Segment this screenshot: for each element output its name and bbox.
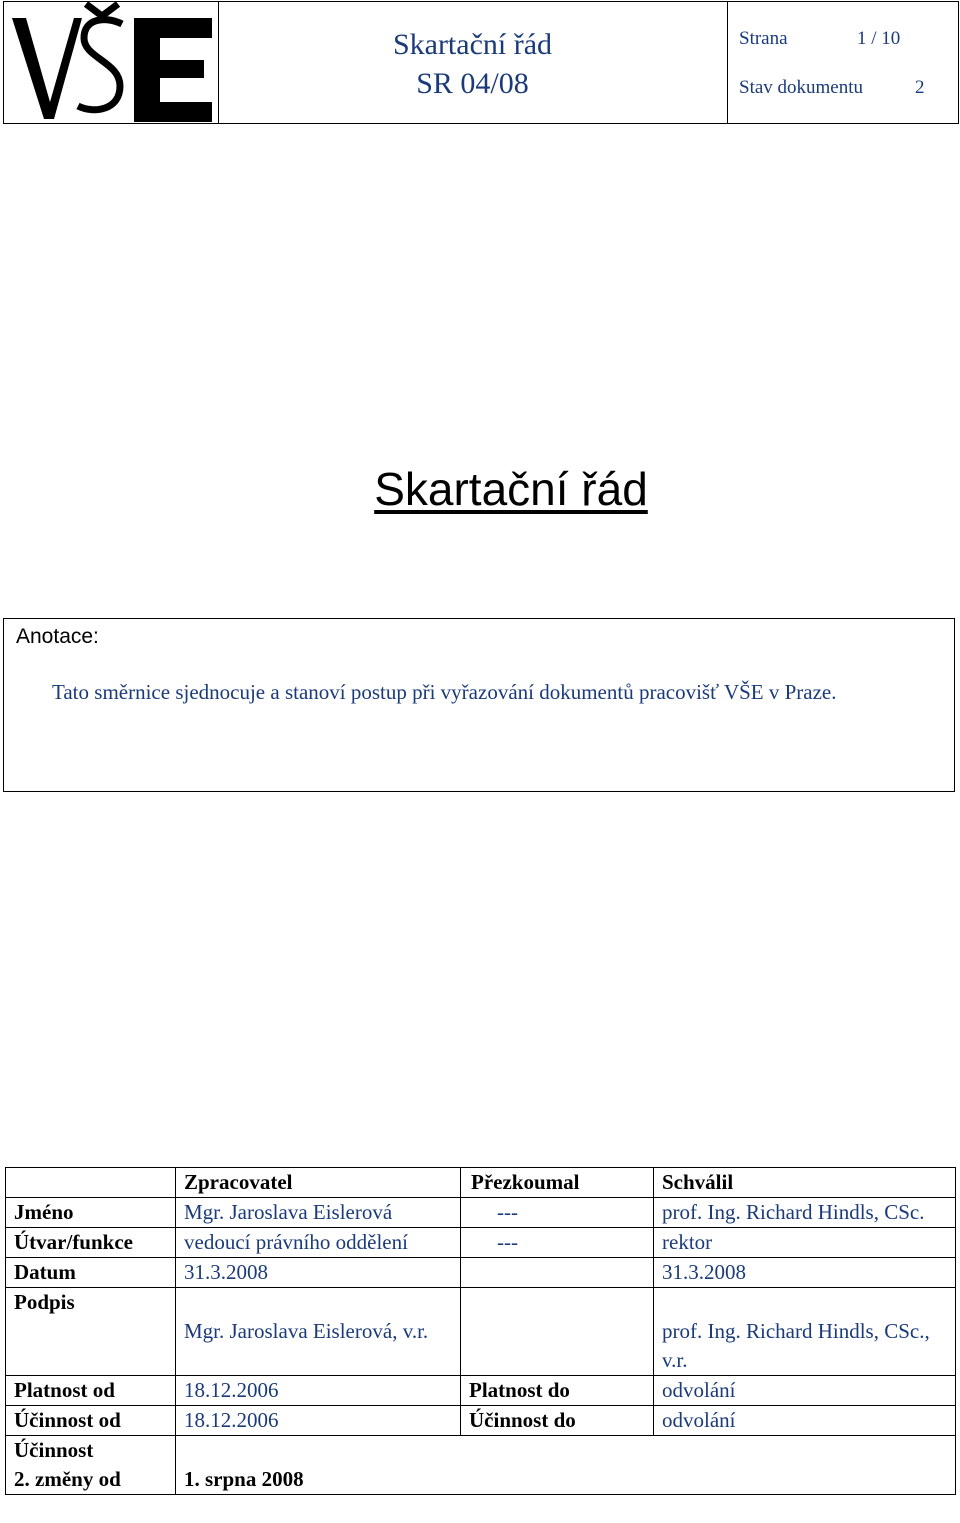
row-label-valid-to: Platnost do [461,1376,654,1406]
row-label-unit: Útvar/funkce [6,1228,176,1258]
date-reviewer [461,1258,654,1288]
change-label-line-1: Účinnost [14,1438,94,1462]
annotation-text: Tato směrnice sjednocuje a stanoví postup při vyřazování dokumentů pracovišť VŠE v Praze. [52,680,837,704]
header-reviewer: Přezkoumal [461,1168,654,1198]
effect-to-value: odvolání [654,1406,956,1436]
vse-logo [4,2,219,123]
annotation-box [3,618,955,792]
unit-reviewer: --- [461,1228,654,1258]
change-value: 1. srpna 2008 [176,1436,956,1495]
page-title [0,462,960,516]
valid-to-value: odvolání [654,1376,956,1406]
header-doc-title: Skartační řád [392,28,553,61]
date-author: 31.3.2008 [176,1258,461,1288]
table-row-effect [6,1406,956,1436]
vse-logo-icon [4,2,216,122]
name-approver: prof. Ing. Richard Hindls, CSc. [654,1198,956,1228]
document-header [3,1,959,124]
state-value: 2 [915,77,925,98]
name-author: Mgr. Jaroslava Eislerová [176,1198,461,1228]
row-label-signature: Podpis [6,1288,176,1376]
row-label-date: Datum [6,1258,176,1288]
name-reviewer: --- [461,1198,654,1228]
annotation-label: Anotace: [16,625,99,648]
signature-approver: prof. Ing. Richard Hindls, CSc., v.r. [654,1288,956,1376]
signature-author: Mgr. Jaroslava Eislerová, v.r. [176,1288,461,1376]
row-label-change [6,1436,176,1495]
table-row-name [6,1198,956,1228]
header-approver: Schválil [654,1168,956,1198]
signature-reviewer [461,1288,654,1376]
valid-from-value: 18.12.2006 [176,1376,461,1406]
state-label: Stav dokumentu [739,77,864,98]
header-doc-code: SR 04/08 [416,67,529,100]
effect-from-value: 18.12.2006 [176,1406,461,1436]
unit-author: vedoucí právního oddělení [176,1228,461,1258]
header-meta-cell [727,2,958,123]
table-row-change [6,1436,956,1495]
approval-table [5,1167,956,1495]
header-title-cell [218,2,728,123]
date-approver: 31.3.2008 [654,1258,956,1288]
row-label-effect-to: Účinnost do [461,1406,654,1436]
page-label: Strana [739,28,788,49]
table-row-date [6,1258,956,1288]
header-author: Zpracovatel [176,1168,461,1198]
page-title-text: Skartační řád [374,463,648,515]
row-label-effect-from: Účinnost od [6,1406,176,1436]
table-corner-cell [6,1168,176,1198]
unit-approver: rektor [654,1228,956,1258]
table-row-unit [6,1228,956,1258]
change-label-line-2: 2. změny od [14,1467,121,1491]
page-value: 1 / 10 [857,28,901,49]
table-row-validity [6,1376,956,1406]
row-label-valid-from: Platnost od [6,1376,176,1406]
table-header-row [6,1168,956,1198]
table-row-signature [6,1288,956,1376]
row-label-name: Jméno [6,1198,176,1228]
